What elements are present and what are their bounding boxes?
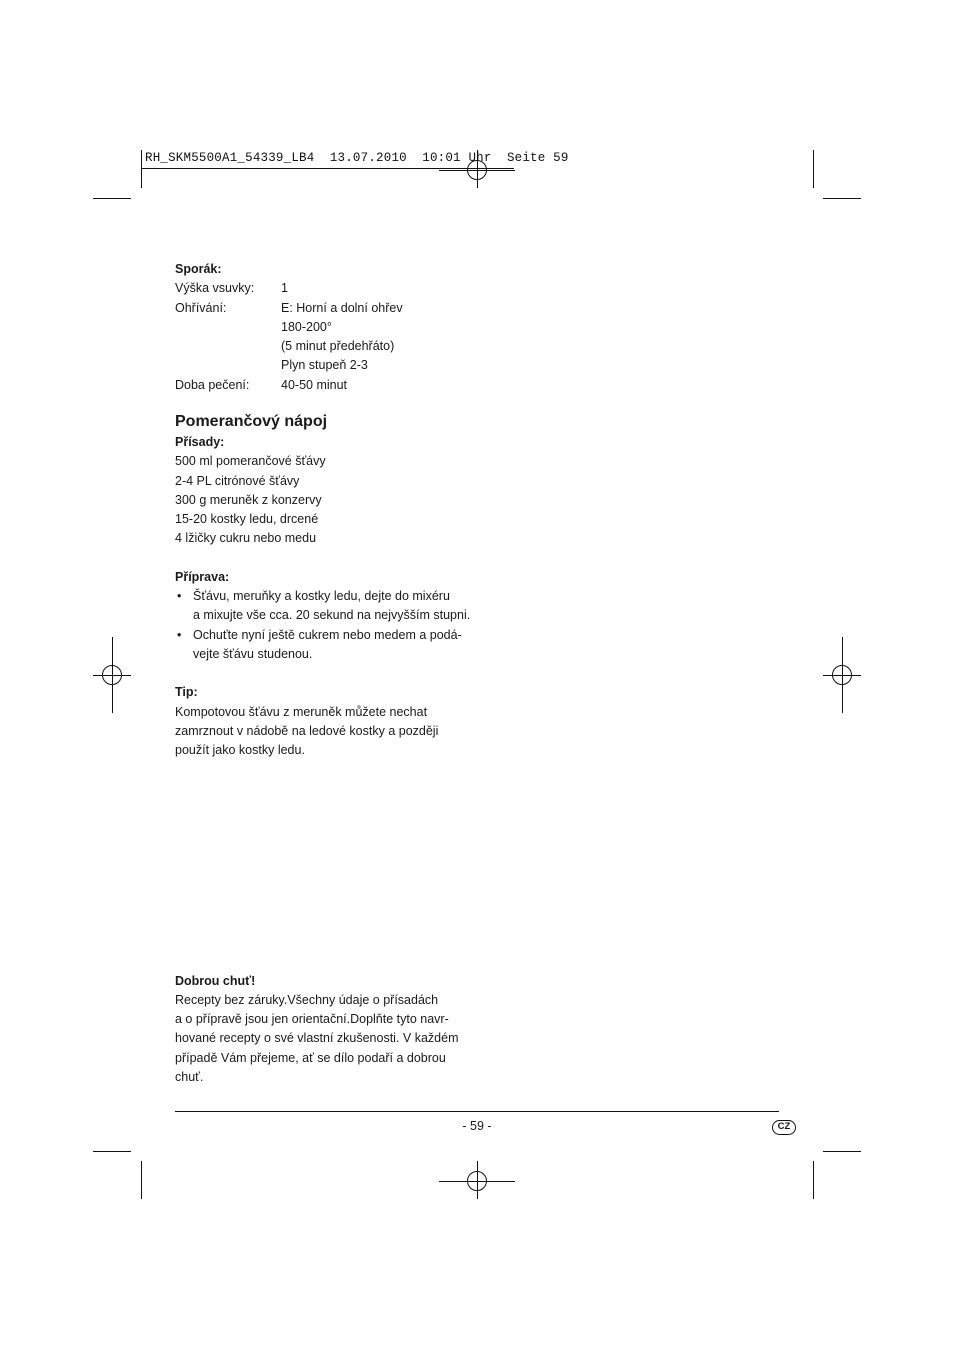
tip-line: použít jako kostky ledu.: [175, 743, 305, 757]
crop-mark-top-left-vertical: [141, 150, 142, 188]
step-line: vejte šťávu studenou.: [193, 647, 313, 661]
closing-heading: Dobrou chuť!: [175, 974, 256, 988]
closing-line: Recepty bez záruky.Všechny údaje o přísadách: [175, 993, 439, 1007]
sporak-row-value: 1: [281, 281, 288, 295]
tip-heading: Tip:: [175, 685, 198, 699]
step-line: Ochuťte nyní ještě cukrem nebo medem a podá-: [193, 628, 462, 642]
crop-mark-top-right-horizontal: [823, 198, 861, 199]
page-number: - 59 -: [462, 1119, 492, 1133]
sporak-row-label: Výška vsuvky:: [175, 281, 255, 295]
step-line: a mixujte vše cca. 20 sekund na nejvyšším stupni.: [193, 608, 471, 622]
sporak-row-label: Ohřívání:: [175, 301, 227, 315]
preparation-heading: Příprava:: [175, 570, 230, 584]
sporak-row-label: Doba pečení:: [175, 378, 250, 392]
language-badge: CZ: [772, 1120, 796, 1135]
registration-mark-left-horizontal: [93, 675, 131, 676]
ingredient-item: 2-4 PL citrónové šťávy: [175, 474, 300, 488]
crop-mark-top-left-horizontal: [93, 198, 131, 199]
registration-mark-right-horizontal: [823, 675, 861, 676]
sporak-row-value: Plyn stupeň 2-3: [281, 358, 368, 372]
sporak-row-value: 40-50 minut: [281, 378, 348, 392]
crop-mark-bottom-right-horizontal: [823, 1151, 861, 1152]
sporak-row-value: 180-200°: [281, 320, 332, 334]
sporak-row-value: (5 minut předehřáto): [281, 339, 395, 353]
ingredient-item: 15-20 kostky ledu, drcené: [175, 512, 319, 526]
closing-line: případě Vám přejeme, ať se dílo podaří a dobrou: [175, 1051, 446, 1065]
print-slug-line: RH_SKM5500A1_54339_LB4 13.07.2010 10:01 Uhr Seite 59: [145, 151, 569, 165]
step-line: Šťávu, meruňky a kostky ledu, dejte do mixéru: [193, 589, 450, 603]
closing-line: chuť.: [175, 1070, 204, 1084]
ingredients-heading: Přísady:: [175, 435, 225, 449]
footer-rule: [175, 1111, 779, 1112]
crop-mark-top-right-vertical: [813, 150, 814, 188]
crop-mark-bottom-left-vertical: [141, 1161, 142, 1199]
ingredient-item: 300 g meruněk z konzervy: [175, 493, 322, 507]
crop-mark-bottom-right-vertical: [813, 1161, 814, 1199]
closing-line: hované recepty o své vlastní zkušenosti. V každém: [175, 1031, 459, 1045]
step-bullet: •: [177, 589, 182, 603]
closing-line: a o přípravě jsou jen orientační.Doplňte tyto navr-: [175, 1012, 449, 1026]
slug-underline: [142, 168, 514, 169]
tip-line: zamrznout v nádobě na ledové kostky a později: [175, 724, 439, 738]
crop-mark-bottom-left-horizontal: [93, 1151, 131, 1152]
registration-mark-top-horizontal: [439, 170, 515, 171]
sporak-row-value: E: Horní a dolní ohřev: [281, 301, 403, 315]
registration-mark-bottom-horizontal: [439, 1181, 515, 1182]
ingredient-item: 4 lžičky cukru nebo medu: [175, 531, 317, 545]
recipe-title: Pomerančový nápoj: [175, 413, 328, 430]
registration-mark-bottom-vertical: [477, 1161, 478, 1199]
tip-line: Kompotovou šťávu z meruněk můžete nechat: [175, 705, 428, 719]
step-bullet: •: [177, 628, 182, 642]
registration-mark-top-vertical: [477, 150, 478, 188]
ingredient-item: 500 ml pomerančové šťávy: [175, 454, 326, 468]
sporak-heading: Sporák:: [175, 262, 222, 276]
